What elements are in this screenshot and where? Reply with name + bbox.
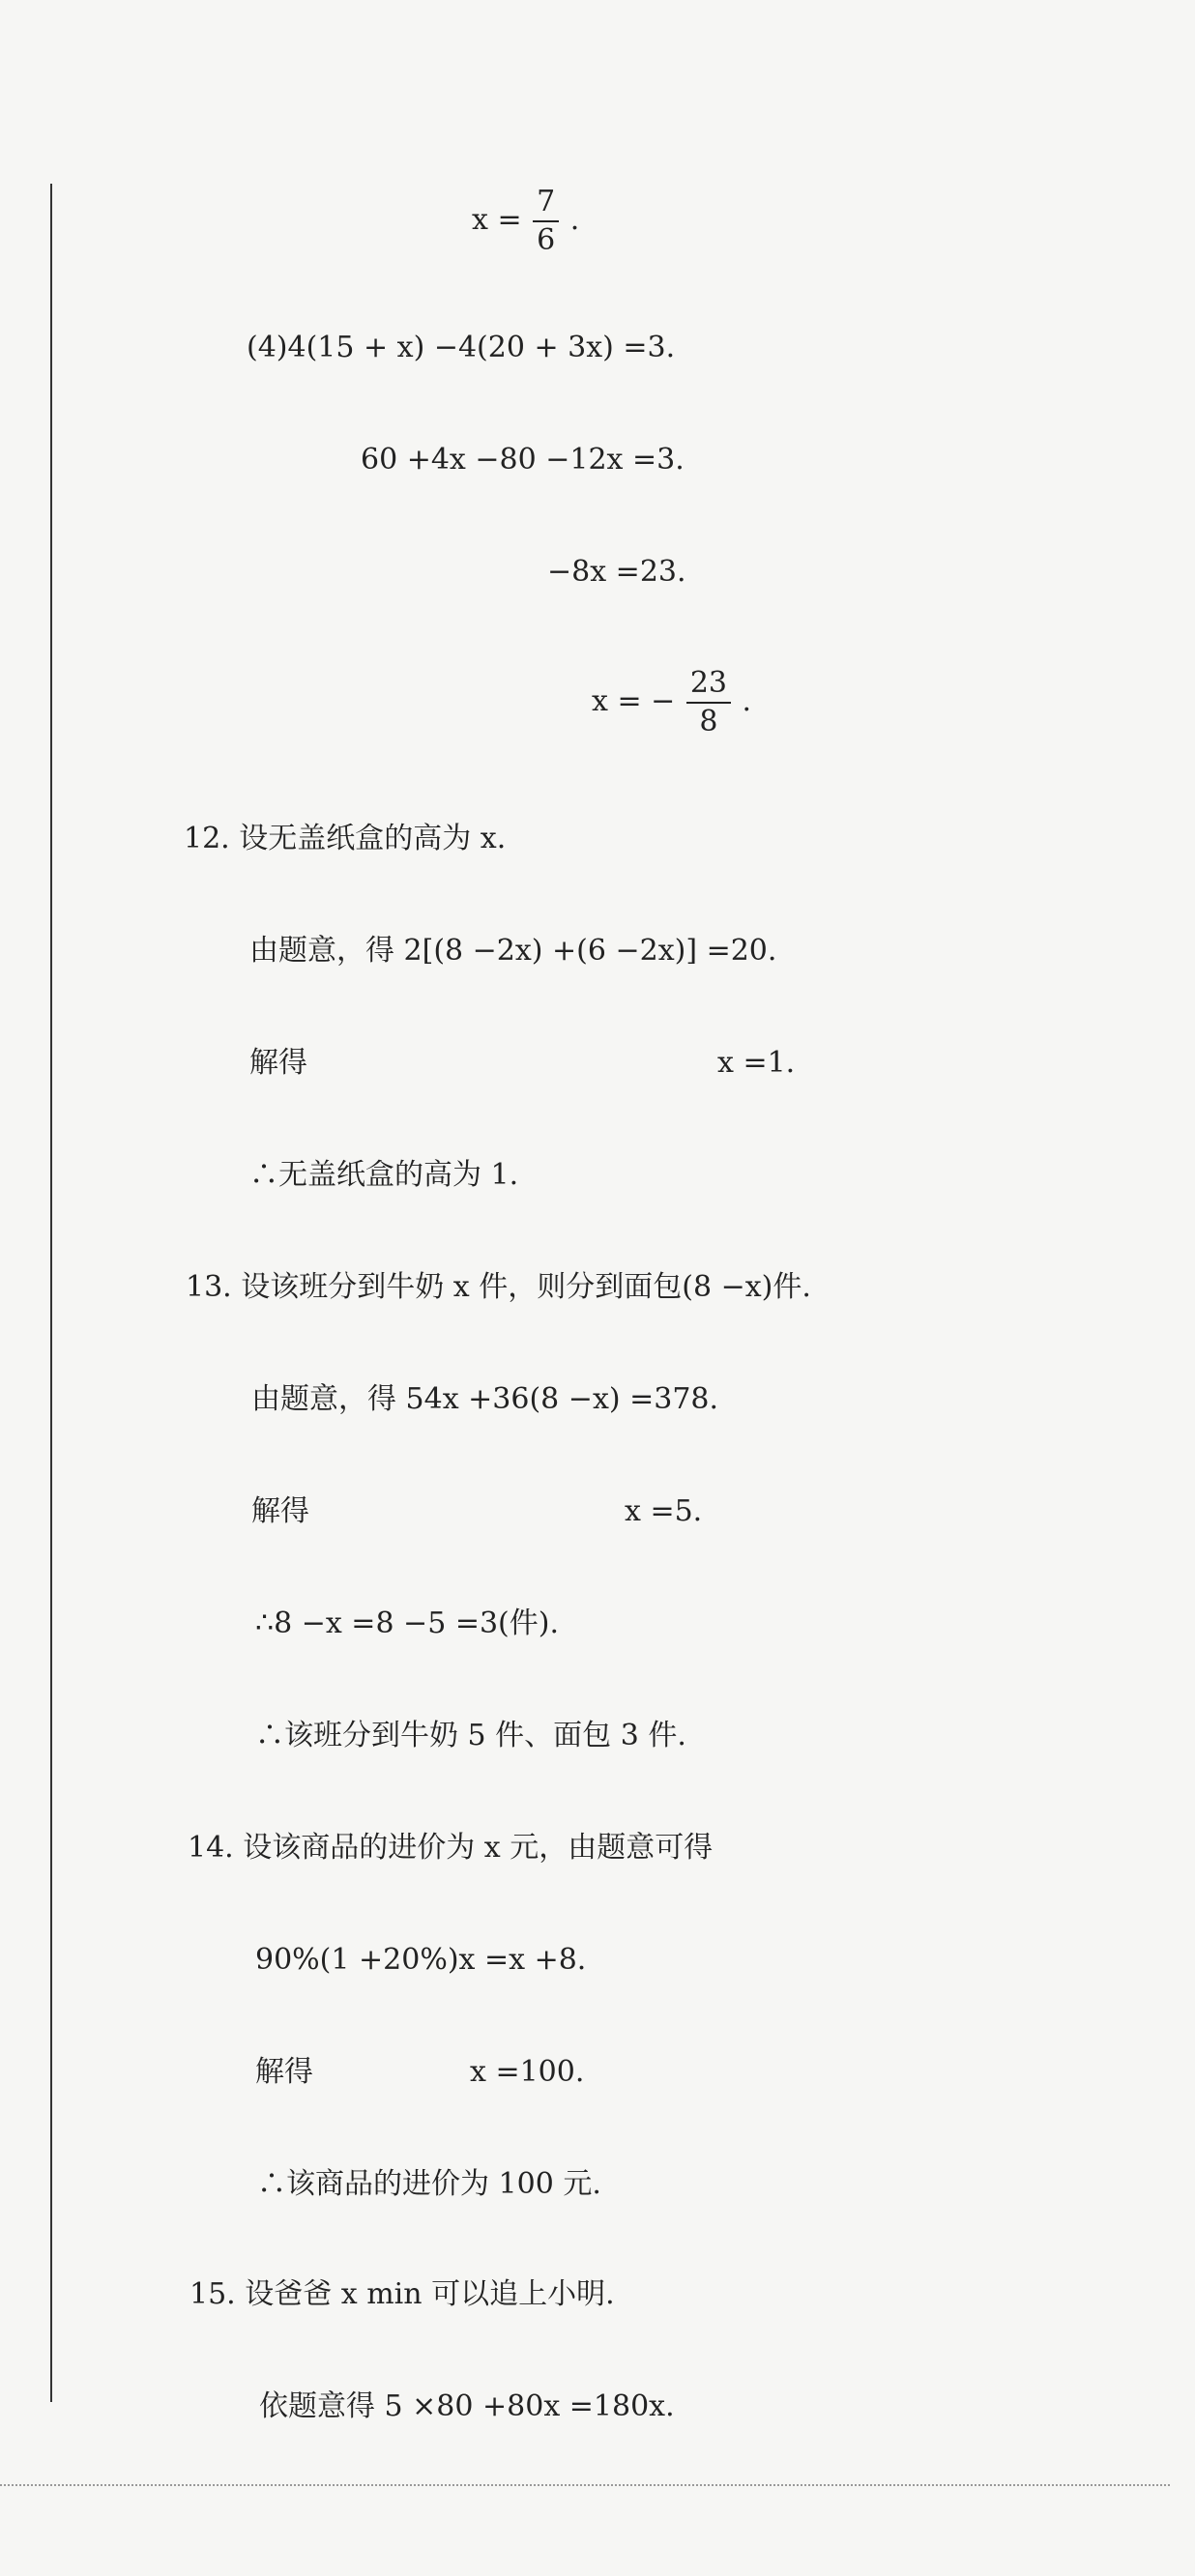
- equation-x-seven-sixths: [472, 184, 579, 259]
- q12-label-solve: 解得: [249, 1046, 307, 1080]
- q13-solution: x =5.: [625, 1494, 703, 1528]
- left-margin-rule: [50, 184, 52, 2402]
- part4-line2: 60 +4x −80 −12x =3.: [361, 443, 685, 477]
- fraction-numerator: 23: [686, 665, 731, 704]
- q13-computation: ∴8 −x =8 −5 =3(件).: [255, 1606, 559, 1640]
- q12-line2: 由题意，得 2[(8 −2x) +(6 −2x)] =20.: [249, 934, 777, 968]
- q13-line1: 13. 设该班分到牛奶 x 件，则分到面包(8 −x)件.: [186, 1270, 811, 1304]
- q12-solution: x =1.: [717, 1046, 796, 1080]
- q14-conclusion: ∴该商品的进价为 100 元.: [257, 2167, 601, 2201]
- q12-conclusion: ∴无盖纸盒的高为 1.: [249, 1158, 519, 1192]
- part4-line3: −8x =23.: [547, 555, 686, 589]
- bottom-dotted-rule: [0, 2484, 1170, 2486]
- part4-line4: [592, 665, 751, 740]
- fraction-denominator: 8: [699, 705, 718, 738]
- equation-lhs: x =: [472, 203, 522, 237]
- part4-line1: (4)4(15 + x) −4(20 + 3x) =3.: [247, 331, 676, 364]
- q15-line2: 依题意得 5 ×80 +80x =180x.: [259, 2389, 675, 2423]
- q12-line1: 12. 设无盖纸盒的高为 x.: [184, 822, 507, 855]
- q14-solution: x =100.: [470, 2055, 585, 2089]
- fraction-denominator: 6: [537, 223, 556, 257]
- q13-line2: 由题意，得 54x +36(8 −x) =378.: [251, 1382, 719, 1416]
- fraction-numerator: 7: [533, 184, 559, 222]
- fraction: [686, 665, 731, 740]
- fraction: [533, 184, 559, 259]
- equation-end: .: [742, 684, 752, 718]
- q14-label-solve: 解得: [255, 2055, 313, 2089]
- q14-line2: 90%(1 +20%)x =x +8.: [255, 1943, 587, 1977]
- equation-end: .: [569, 203, 580, 237]
- equation-lhs: x = −: [592, 684, 676, 718]
- q15-line1: 15. 设爸爸 x min 可以追上小明.: [189, 2277, 615, 2311]
- q13-conclusion: ∴该班分到牛奶 5 件、面包 3 件.: [255, 1719, 686, 1752]
- q14-line1: 14. 设该商品的进价为 x 元，由题意可得: [188, 1831, 714, 1865]
- q13-label-solve: 解得: [251, 1494, 309, 1528]
